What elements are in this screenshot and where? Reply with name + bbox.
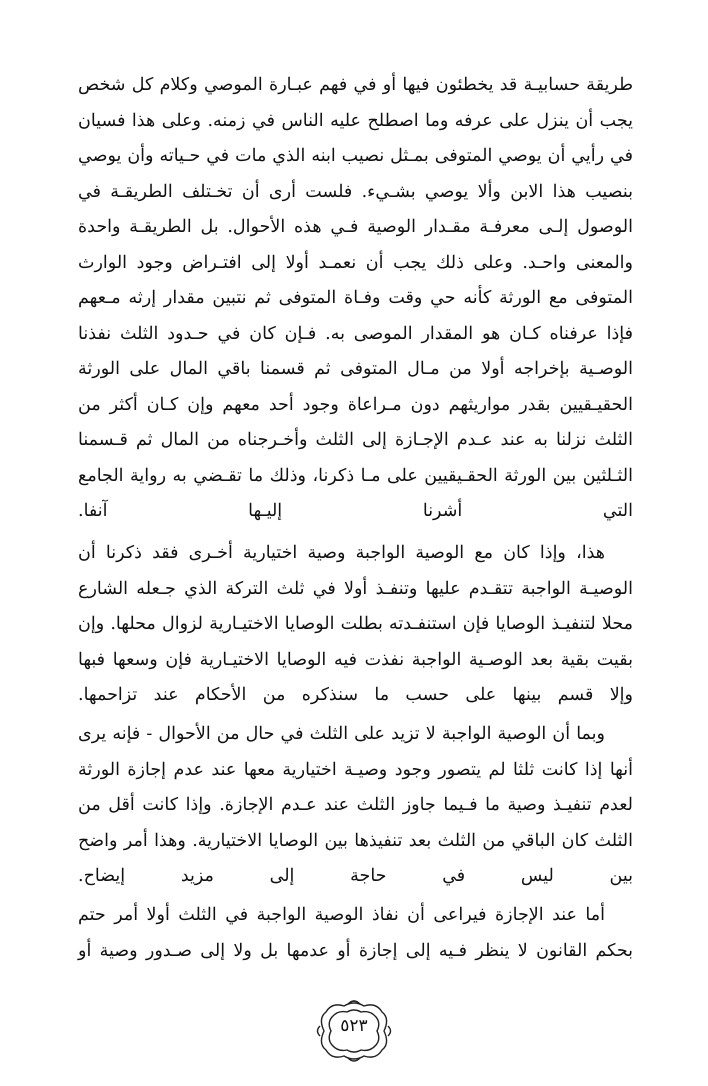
page-number-ornament (314, 998, 394, 1064)
paragraph-1: طريقة حسابيـة قد يخطئون فيها أو في فهم عبـارة الموصي وكلام كل شخص يجب أن ينزل على عرفه وما اصطلح عليه الناس في زمنه. وعلى هذا فسيان في رأيي أن يوصي المتوفى بمـثل نصيب ابنه الذي مات في حـياته وأن يوصي بنصيب هذا الابن وألا يوصي بشـيء. فلست أرى أن تخـتلف الطريقـة في الوصول إلـى معرفـة مقـدار الوصية فـي هذه الأحوال. بل الطريقـة واحدة والمعنى واحـد. وعلى ذلك يجب أن نعمـد أولا إلى افتـراض وجود الوارث المتوفى مع الورثة كأنه حي وقت وفـاة المتوفى ثم نتبين مقدار إرثه مـعهم فإذا عرفناه كـان هو المقدار الموصى به. فـإن كان في حـدود الثلث نفذنا الوصـية بإخراجه أولا من مـال المتوفى ثم قسمنا باقي المال على الورثة الحقيـقيين بقدر مواريثهم دون مـراعاة وجود أحد معهم وإن كـان أكثر من الثلث نزلنا به عند عـدم الإجـازة إلى الثلث وأخـرجناه من المال ثم قـسمنا الثـلثين بين الورثة الحقـيقيين على مـا ذكرنا، وذلك ما تقـضي به رواية الجامع التي أشرنا إليـها آنفا. (78, 75, 633, 521)
paragraph-3: وبما أن الوصية الواجبة لا تزيد على الثلث في حال من الأحوال - فإنه يرى أنها إذا كانت ثلثا لم يتصور وجود وصيـة اختيارية معها عند عدم إجازة الورثة لعدم تنفيـذ وصية ما فـيما جاوز الثلث عند عـدم الإجازة. وإذا كانت أقل من الثلث كان الباقي من الثلث بعد تنفيذها بين الوصايا الاختيارية. وهذا أمر واضح بين ليس في حاجة إلى مزيد إيضاح. (78, 724, 633, 886)
page-number: ٥٢٣ (340, 1016, 368, 1036)
paragraph-2: هذا، وإذا كان مع الوصية الواجبة وصية اختيارية أخـرى فقد ذكرنا أن الوصيـة الواجبة تتقـدم عليها وتنفـذ أولا في ثلث التركة الذي جـعله الشارع محلا لتنفيـذ الوصايا فإن استنفـدته بطلت الوصايا الاختيـارية لزوال محلها. وإن بقيت بقية بعد الوصـية الواجبة نفذت فيه الوصايا الاختيـارية فإن وسعها فبها وإلا قسم بينها على حسب ما سنذكره من الأحكام عند تزاحمها. (78, 543, 633, 705)
paragraph-4: أما عند الإجازة فيراعى أن نفاذ الوصية الواجبة في الثلث أولا أمر حتم بحكم القانون لا ينظر فـيه إلى إجازة أو عدمها بل ولا إلى صـدور وصية أو (78, 905, 633, 961)
